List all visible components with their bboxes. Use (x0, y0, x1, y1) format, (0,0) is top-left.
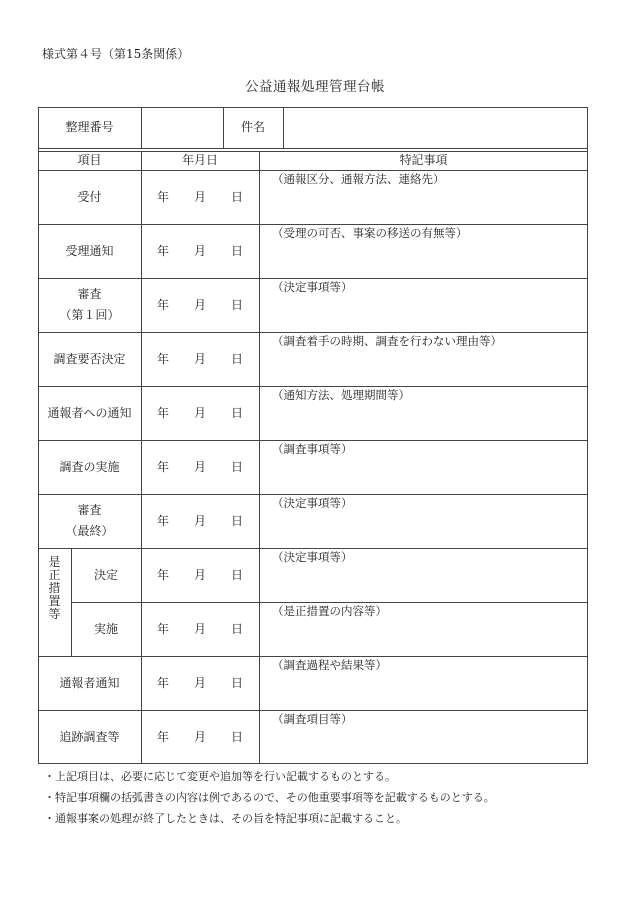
year-label: 年 (156, 513, 169, 528)
group-char: 是 (48, 555, 61, 569)
year-label: 年 (156, 405, 169, 420)
subject-label: 件名 (240, 120, 265, 135)
month-label: 月 (193, 675, 206, 690)
month-label: 月 (193, 243, 206, 258)
number-value-field[interactable] (141, 107, 223, 148)
date-field[interactable] (141, 332, 259, 386)
date-field[interactable] (141, 440, 259, 494)
year-label: 年 (156, 459, 169, 474)
year-label: 年 (156, 621, 169, 636)
date-field[interactable] (141, 602, 259, 656)
row-label-measure-decision: 決定 (93, 567, 118, 582)
date-field[interactable] (141, 494, 259, 548)
row-label-line2: （第１回） (59, 308, 120, 322)
row-label-line2: （最終） (65, 524, 114, 538)
footnote: ・特記事項欄の括弧書きの内容は例であるので、その他重要事項等を記載するものとする。 (44, 791, 495, 804)
date-field[interactable] (141, 548, 259, 602)
row-label-line1: 審査 (77, 503, 102, 517)
notes-field[interactable]: （調査事項等） (272, 442, 353, 456)
day-label: 日 (231, 189, 244, 204)
column-header-notes: 特記事項 (399, 153, 448, 168)
year-label: 年 (156, 567, 169, 582)
subject-value-field[interactable] (283, 107, 588, 148)
row-label-first-review (38, 278, 141, 332)
day-label: 日 (231, 675, 244, 690)
number-label: 整理番号 (65, 120, 114, 135)
row-label-acceptance-notice: 受理通知 (65, 243, 114, 258)
day-label: 日 (231, 459, 244, 474)
date-field[interactable] (141, 386, 259, 440)
year-label: 年 (156, 351, 169, 366)
notes-field[interactable]: （通報区分、通報方法、連絡先） (272, 172, 445, 186)
form-number: 様式第４号（第15条関係） (42, 47, 190, 61)
row-label-follow-up: 追跡調査等 (59, 729, 120, 744)
day-label: 日 (231, 729, 244, 744)
day-label: 日 (231, 513, 244, 528)
row-label-investigation: 調査の実施 (59, 459, 120, 474)
notes-field[interactable]: （調査過程や結果等） (272, 658, 387, 672)
notes-field[interactable]: （是正措置の内容等） (272, 604, 387, 618)
notes-field[interactable]: （決定事項等） (272, 496, 353, 510)
row-label-measure-implementation: 実施 (93, 621, 118, 636)
column-header-date: 年月日 (181, 153, 218, 168)
row-label-investigation-decision: 調査要否決定 (53, 351, 126, 366)
notes-field[interactable]: （調査着手の時期、調査を行わない理由等） (272, 334, 502, 348)
month-label: 月 (193, 459, 206, 474)
month-label: 月 (193, 405, 206, 420)
row-label-reception: 受付 (77, 189, 102, 204)
notes-field[interactable]: （受理の可否、事案の移送の有無等） (272, 226, 468, 240)
year-label: 年 (156, 675, 169, 690)
notes-field[interactable]: （決定事項等） (272, 550, 353, 564)
group-char: 正 (48, 568, 61, 582)
date-field[interactable] (141, 278, 259, 332)
date-field[interactable] (141, 710, 259, 764)
date-field[interactable] (141, 656, 259, 710)
month-label: 月 (193, 729, 206, 744)
day-label: 日 (231, 621, 244, 636)
month-label: 月 (193, 513, 206, 528)
column-header-item: 項目 (77, 153, 102, 168)
group-char: 置 (48, 594, 61, 608)
date-field[interactable] (141, 224, 259, 278)
year-label: 年 (156, 297, 169, 312)
year-label: 年 (156, 729, 169, 744)
row-label-line1: 審査 (77, 287, 102, 301)
group-char: 措 (48, 581, 61, 595)
document-title: 公益通報処理管理台帳 (245, 79, 385, 95)
date-field[interactable] (141, 170, 259, 224)
day-label: 日 (231, 405, 244, 420)
row-label-notice-to-reporter: 通報者への通知 (47, 405, 132, 420)
footnote: ・上記項目は、必要に応じて変更や追加等を行い記載するものとする。 (44, 770, 396, 783)
month-label: 月 (193, 621, 206, 636)
month-label: 月 (193, 351, 206, 366)
row-label-final-review (38, 494, 141, 548)
notes-field[interactable]: （決定事項等） (272, 280, 353, 294)
year-label: 年 (156, 189, 169, 204)
notes-field[interactable]: （調査項目等） (272, 712, 353, 726)
month-label: 月 (193, 297, 206, 312)
footnotes (44, 766, 495, 829)
group-char: 等 (48, 607, 61, 621)
day-label: 日 (231, 351, 244, 366)
month-label: 月 (193, 189, 206, 204)
footnote: ・通報事案の処理が終了したときは、その旨を特記事項に記載すること。 (44, 812, 407, 825)
notes-field[interactable]: （通知方法、処理期間等） (272, 388, 410, 402)
day-label: 日 (231, 567, 244, 582)
day-label: 日 (231, 243, 244, 258)
year-label: 年 (156, 243, 169, 258)
month-label: 月 (193, 567, 206, 582)
row-label-reporter-notice: 通報者通知 (59, 675, 120, 690)
day-label: 日 (231, 297, 244, 312)
group-label-corrective-measures (38, 556, 71, 621)
